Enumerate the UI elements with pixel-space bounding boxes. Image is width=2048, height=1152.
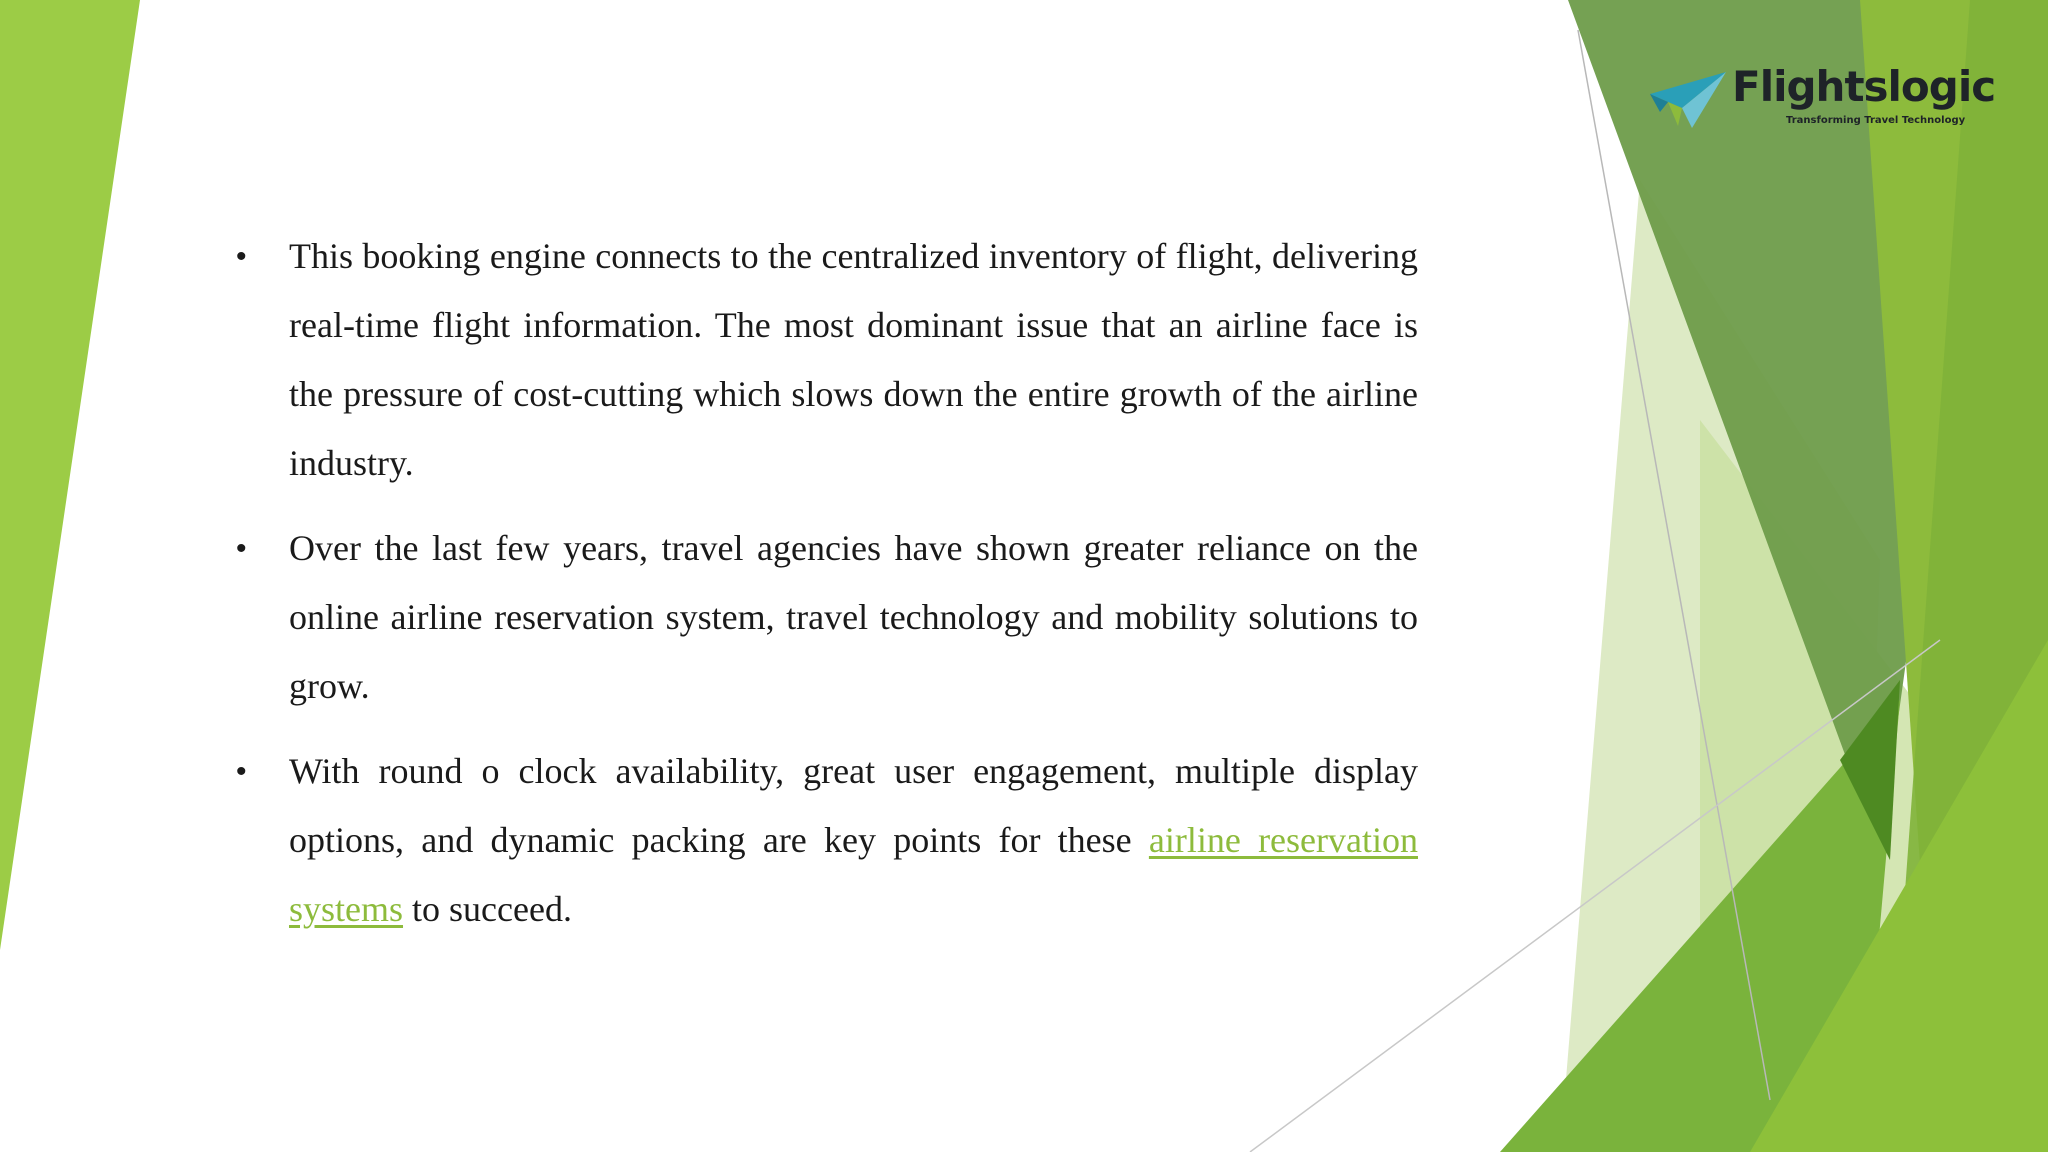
bullet-text: Over the last few years, travel agencies have shown greater reliance on the online airline reservation system, travel technology and mobility solutions to grow. — [289, 528, 1418, 706]
bullet-text: This booking engine connects to the centralized inventory of flight, delivering real-time flight information. The most dominant issue that an airline face is the pressure of cost-cutting which slows down the entire growth of the airline industry. — [289, 236, 1418, 483]
left-green-wedge — [0, 0, 140, 950]
airline-reservation-systems-link[interactable]: airline reservation systems — [289, 820, 1418, 929]
bullet-marker: • — [236, 755, 247, 788]
bullet-list — [236, 222, 1418, 944]
brand-name: Flightslogic — [1732, 62, 1996, 111]
bullet-item-3 — [236, 737, 1418, 944]
bullet-text-after: to succeed. — [403, 889, 572, 929]
slide-content — [236, 222, 1418, 960]
bullet-item-2 — [236, 514, 1418, 721]
paper-plane-icon — [1648, 68, 1728, 132]
brand-tagline: Transforming Travel Technology — [1786, 115, 1966, 126]
bullet-marker: • — [236, 532, 247, 565]
bullet-item-1 — [236, 222, 1418, 498]
brand-logo — [1648, 62, 1996, 134]
bullet-text-before: With round o clock availability, great user engagement, multiple display options, and dynamic packing are key points for these — [289, 751, 1418, 860]
bullet-marker: • — [236, 240, 247, 273]
